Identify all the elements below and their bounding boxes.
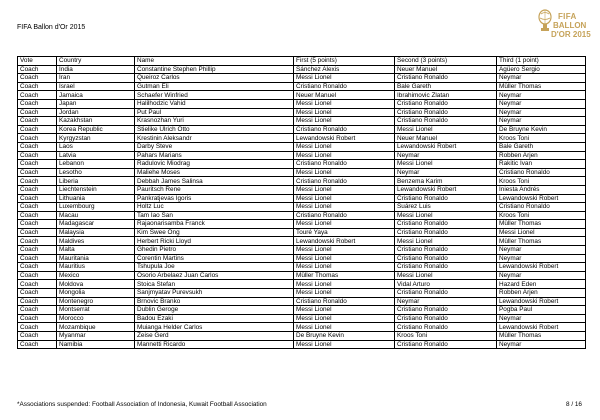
cell-third: Bale Gareth <box>497 142 586 151</box>
cell-first: Cristiano Ronaldo <box>294 177 395 186</box>
table-row <box>18 280 586 289</box>
cell-vote: Coach <box>18 323 57 332</box>
cell-vote: Coach <box>18 246 57 255</box>
cell-name: Queiroz Carlos <box>135 74 294 83</box>
cell-second: Cristiano Ronaldo <box>395 340 497 349</box>
cell-name: Pankratjevas Igoris <box>135 194 294 203</box>
cell-name: Halilhodzic Vahid <box>135 99 294 108</box>
cell-country: Moldova <box>57 280 135 289</box>
cell-first: Neuer Manuel <box>294 91 395 100</box>
cell-first: Lewandowski Robert <box>294 134 395 143</box>
table-row <box>18 211 586 220</box>
cell-second: Cristiano Ronaldo <box>395 74 497 83</box>
cell-vote: Coach <box>18 65 57 74</box>
cell-third: Neymar <box>497 254 586 263</box>
cell-country: Myanmar <box>57 332 135 341</box>
cell-second: Neymar <box>395 151 497 160</box>
cell-first: Sánchez Alexis <box>294 65 395 74</box>
page-number: 8 / 16 <box>566 401 582 408</box>
cell-second: Cristiano Ronaldo <box>395 228 497 237</box>
cell-name: Dublin Geroge <box>135 306 294 315</box>
cell-second: Cristiano Ronaldo <box>395 254 497 263</box>
cell-vote: Coach <box>18 74 57 83</box>
cell-name: Sanjmyatav Purevsukh <box>135 289 294 298</box>
table-row <box>18 125 586 134</box>
table-row <box>18 185 586 194</box>
cell-country: Laos <box>57 142 135 151</box>
cell-country: Morocco <box>57 314 135 323</box>
cell-country: Macau <box>57 211 135 220</box>
cell-third: Müller Thomas <box>497 82 586 91</box>
table-row <box>18 263 586 272</box>
cell-name: Kim Swee Ong <box>135 228 294 237</box>
cell-first: Messi Lionel <box>294 168 395 177</box>
cell-second: Messi Lionel <box>395 237 497 246</box>
cell-second: Ibrahimovic Zlatan <box>395 91 497 100</box>
table-header-row <box>18 57 586 66</box>
cell-name: Debbah James Salinsa <box>135 177 294 186</box>
votes-table <box>17 56 586 349</box>
cell-third: Iniesta Andrés <box>497 185 586 194</box>
table-row <box>18 237 586 246</box>
cell-country: Jordan <box>57 108 135 117</box>
cell-country: Mozambique <box>57 323 135 332</box>
cell-first: Messi Lionel <box>294 220 395 229</box>
cell-name: Gutman Eli <box>135 82 294 91</box>
cell-name: Holtz Luc <box>135 203 294 212</box>
cell-second: Cristiano Ronaldo <box>395 108 497 117</box>
cell-third: Robben Arjen <box>497 289 586 298</box>
cell-country: Kyrgyzstan <box>57 134 135 143</box>
cell-vote: Coach <box>18 177 57 186</box>
cell-first: Lewandowski Robert <box>294 237 395 246</box>
cell-vote: Coach <box>18 220 57 229</box>
cell-third: Rakitic Ivan <box>497 160 586 169</box>
cell-name: Maliehe Moses <box>135 168 294 177</box>
cell-second: Messi Lionel <box>395 271 497 280</box>
header-vote: Vote <box>18 57 57 66</box>
table-row <box>18 271 586 280</box>
table-row <box>18 65 586 74</box>
cell-second: Lewandowski Robert <box>395 142 497 151</box>
cell-vote: Coach <box>18 271 57 280</box>
footnote: *Associations suspended: Football Association of Indonesia, Kuwait Football Association <box>17 401 267 408</box>
table-row <box>18 194 586 203</box>
cell-name: Krasnozhan Yuri <box>135 117 294 126</box>
cell-country: Lebanon <box>57 160 135 169</box>
cell-vote: Coach <box>18 263 57 272</box>
cell-country: Mexico <box>57 271 135 280</box>
table-row <box>18 168 586 177</box>
cell-second: Suárez Luis <box>395 203 497 212</box>
cell-first: Messi Lionel <box>294 340 395 349</box>
table-row <box>18 117 586 126</box>
cell-country: Liberia <box>57 177 135 186</box>
cell-third: Hazard Eden <box>497 280 586 289</box>
table-row <box>18 99 586 108</box>
cell-third: Kroos Toni <box>497 134 586 143</box>
cell-vote: Coach <box>18 125 57 134</box>
cell-country: India <box>57 65 135 74</box>
cell-vote: Coach <box>18 134 57 143</box>
cell-second: Cristiano Ronaldo <box>395 306 497 315</box>
cell-second: Lewandowski Robert <box>395 185 497 194</box>
cell-name: Muianga Helder Carlos <box>135 323 294 332</box>
header-name: Name <box>135 57 294 66</box>
table-row <box>18 74 586 83</box>
cell-name: Zeise Gerd <box>135 332 294 341</box>
document-title: FIFA Ballon d'Or 2015 <box>17 24 86 31</box>
table-row <box>18 142 586 151</box>
cell-second: Neuer Manuel <box>395 65 497 74</box>
cell-third: Kroos Toni <box>497 177 586 186</box>
cell-country: Jamaica <box>57 91 135 100</box>
header-third: Third (1 point) <box>497 57 586 66</box>
cell-first: Messi Lionel <box>294 263 395 272</box>
cell-country: Lithuania <box>57 194 135 203</box>
cell-second: Cristiano Ronaldo <box>395 220 497 229</box>
table-row <box>18 332 586 341</box>
cell-vote: Coach <box>18 91 57 100</box>
cell-name: Put Paul <box>135 108 294 117</box>
cell-first: Messi Lionel <box>294 185 395 194</box>
cell-vote: Coach <box>18 289 57 298</box>
cell-second: Kroos Toni <box>395 332 497 341</box>
cell-third: Neymar <box>497 108 586 117</box>
cell-second: Neymar <box>395 297 497 306</box>
cell-name: Stielike Ulrich Otto <box>135 125 294 134</box>
cell-first: Messi Lionel <box>294 254 395 263</box>
table-row <box>18 297 586 306</box>
cell-first: Messi Lionel <box>294 203 395 212</box>
cell-first: Messi Lionel <box>294 280 395 289</box>
cell-third: Robben Arjen <box>497 151 586 160</box>
cell-vote: Coach <box>18 99 57 108</box>
cell-country: Mauritania <box>57 254 135 263</box>
cell-first: Messi Lionel <box>294 117 395 126</box>
cell-country: Japan <box>57 99 135 108</box>
cell-vote: Coach <box>18 117 57 126</box>
ballon-dor-logo <box>532 8 590 50</box>
table-row <box>18 151 586 160</box>
cell-name: Rajaonarisamba Franck <box>135 220 294 229</box>
cell-country: Luxembourg <box>57 203 135 212</box>
cell-first: Messi Lionel <box>294 194 395 203</box>
cell-third: Cristiano Ronaldo <box>497 168 586 177</box>
cell-third: Cristiano Ronaldo <box>497 203 586 212</box>
cell-vote: Coach <box>18 203 57 212</box>
cell-first: Müller Thomas <box>294 271 395 280</box>
cell-third: Messi Lionel <box>497 228 586 237</box>
cell-third: Neymar <box>497 74 586 83</box>
cell-country: Montserrat <box>57 306 135 315</box>
cell-name: Pahars Marians <box>135 151 294 160</box>
cell-name: Tam Iao San <box>135 211 294 220</box>
cell-third: Neymar <box>497 117 586 126</box>
cell-vote: Coach <box>18 340 57 349</box>
cell-country: Malaysia <box>57 228 135 237</box>
cell-name: Constantine Stephen Phillip <box>135 65 294 74</box>
cell-country: Montenegro <box>57 297 135 306</box>
cell-vote: Coach <box>18 297 57 306</box>
cell-first: Cristiano Ronaldo <box>294 125 395 134</box>
cell-country: Mauritius <box>57 263 135 272</box>
cell-first: Cristiano Ronaldo <box>294 211 395 220</box>
cell-name: Osorio Arbelaez Juan Carlos <box>135 271 294 280</box>
table-row <box>18 246 586 255</box>
cell-name: Mannetti Ricardo <box>135 340 294 349</box>
cell-first: Messi Lionel <box>294 151 395 160</box>
cell-first: Messi Lionel <box>294 142 395 151</box>
table-row <box>18 91 586 100</box>
cell-first: Messi Lionel <box>294 323 395 332</box>
cell-third: Lewandowski Robert <box>497 297 586 306</box>
cell-third: Pogba Paul <box>497 306 586 315</box>
header-second: Second (3 points) <box>395 57 497 66</box>
cell-third: Kroos Toni <box>497 211 586 220</box>
table-row <box>18 254 586 263</box>
cell-vote: Coach <box>18 254 57 263</box>
cell-vote: Coach <box>18 142 57 151</box>
cell-vote: Coach <box>18 228 57 237</box>
cell-second: Neuer Manuel <box>395 134 497 143</box>
cell-first: Cristiano Ronaldo <box>294 160 395 169</box>
cell-third: Lewandowski Robert <box>497 323 586 332</box>
cell-country: Malta <box>57 246 135 255</box>
cell-second: Messi Lionel <box>395 160 497 169</box>
logo-fifa-text: FIFA <box>558 12 577 21</box>
cell-vote: Coach <box>18 108 57 117</box>
cell-vote: Coach <box>18 160 57 169</box>
cell-second: Benzema Karim <box>395 177 497 186</box>
cell-vote: Coach <box>18 280 57 289</box>
cell-first: Messi Lionel <box>294 289 395 298</box>
cell-first: Messi Lionel <box>294 246 395 255</box>
table-row <box>18 306 586 315</box>
cell-third: Müller Thomas <box>497 332 586 341</box>
logo-dor-text: D'OR 2015 <box>551 30 591 39</box>
table-row <box>18 340 586 349</box>
cell-first: Messi Lionel <box>294 108 395 117</box>
cell-vote: Coach <box>18 185 57 194</box>
cell-country: Korea Republic <box>57 125 135 134</box>
cell-third: Neymar <box>497 91 586 100</box>
table-row <box>18 108 586 117</box>
table-row <box>18 323 586 332</box>
cell-country: Iran <box>57 74 135 83</box>
cell-first: Touré Yaya <box>294 228 395 237</box>
cell-name: Brnovic Branko <box>135 297 294 306</box>
cell-name: Corentin Martins <box>135 254 294 263</box>
cell-name: Schaefer Winfried <box>135 91 294 100</box>
cell-country: Madagascar <box>57 220 135 229</box>
cell-country: Lesotho <box>57 168 135 177</box>
cell-third: Müller Thomas <box>497 237 586 246</box>
table-row <box>18 289 586 298</box>
table-row <box>18 177 586 186</box>
cell-first: Cristiano Ronaldo <box>294 82 395 91</box>
cell-name: Badou Ezaki <box>135 314 294 323</box>
cell-country: Mongolia <box>57 289 135 298</box>
cell-name: Darby Steve <box>135 142 294 151</box>
table-row <box>18 82 586 91</box>
cell-country: Latvia <box>57 151 135 160</box>
cell-second: Vidal Arturo <box>395 280 497 289</box>
cell-third: Neymar <box>497 340 586 349</box>
cell-name: Krestinin Aleksandr <box>135 134 294 143</box>
cell-name: Radulovic Miodrag <box>135 160 294 169</box>
cell-vote: Coach <box>18 211 57 220</box>
cell-third: Müller Thomas <box>497 220 586 229</box>
cell-second: Cristiano Ronaldo <box>395 323 497 332</box>
cell-second: Messi Lionel <box>395 125 497 134</box>
cell-country: Israel <box>57 82 135 91</box>
table-row <box>18 228 586 237</box>
cell-third: Agüero Sergio <box>497 65 586 74</box>
header-first: First (5 points) <box>294 57 395 66</box>
cell-third: Neymar <box>497 246 586 255</box>
cell-second: Messi Lionel <box>395 211 497 220</box>
cell-first: De Bruyne Kevin <box>294 332 395 341</box>
cell-name: Stoica Stefan <box>135 280 294 289</box>
cell-second: Cristiano Ronaldo <box>395 246 497 255</box>
cell-third: Lewandowski Robert <box>497 263 586 272</box>
cell-name: Pauritsch Rene <box>135 185 294 194</box>
header-country: Country <box>57 57 135 66</box>
cell-second: Cristiano Ronaldo <box>395 99 497 108</box>
table-row <box>18 160 586 169</box>
cell-vote: Coach <box>18 168 57 177</box>
cell-country: Liechtenstein <box>57 185 135 194</box>
cell-third: Neymar <box>497 314 586 323</box>
cell-country: Namibia <box>57 340 135 349</box>
logo-ballon-text: BALLON <box>553 21 587 30</box>
cell-third: Neymar <box>497 271 586 280</box>
table-row <box>18 220 586 229</box>
cell-third: De Bruyne Kevin <box>497 125 586 134</box>
cell-first: Messi Lionel <box>294 99 395 108</box>
cell-second: Cristiano Ronaldo <box>395 263 497 272</box>
cell-second: Cristiano Ronaldo <box>395 289 497 298</box>
cell-second: Bale Gareth <box>395 82 497 91</box>
cell-second: Neymar <box>395 168 497 177</box>
cell-first: Messi Lionel <box>294 306 395 315</box>
cell-country: Maldives <box>57 237 135 246</box>
cell-name: Tshupula Joe <box>135 263 294 272</box>
cell-name: Herbert Ricki Lloyd <box>135 237 294 246</box>
cell-first: Messi Lionel <box>294 74 395 83</box>
table-row <box>18 203 586 212</box>
cell-second: Cristiano Ronaldo <box>395 314 497 323</box>
cell-third: Lewandowski Robert <box>497 194 586 203</box>
cell-vote: Coach <box>18 306 57 315</box>
cell-first: Messi Lionel <box>294 314 395 323</box>
cell-second: Cristiano Ronaldo <box>395 117 497 126</box>
cell-country: Kazakhstan <box>57 117 135 126</box>
table-row <box>18 134 586 143</box>
cell-vote: Coach <box>18 151 57 160</box>
cell-vote: Coach <box>18 314 57 323</box>
cell-vote: Coach <box>18 82 57 91</box>
table-row <box>18 314 586 323</box>
cell-second: Cristiano Ronaldo <box>395 194 497 203</box>
table-body <box>18 65 586 349</box>
cell-vote: Coach <box>18 194 57 203</box>
cell-name: Ghedin Pietro <box>135 246 294 255</box>
cell-vote: Coach <box>18 237 57 246</box>
cell-third: Neymar <box>497 99 586 108</box>
cell-vote: Coach <box>18 332 57 341</box>
cell-first: Cristiano Ronaldo <box>294 297 395 306</box>
